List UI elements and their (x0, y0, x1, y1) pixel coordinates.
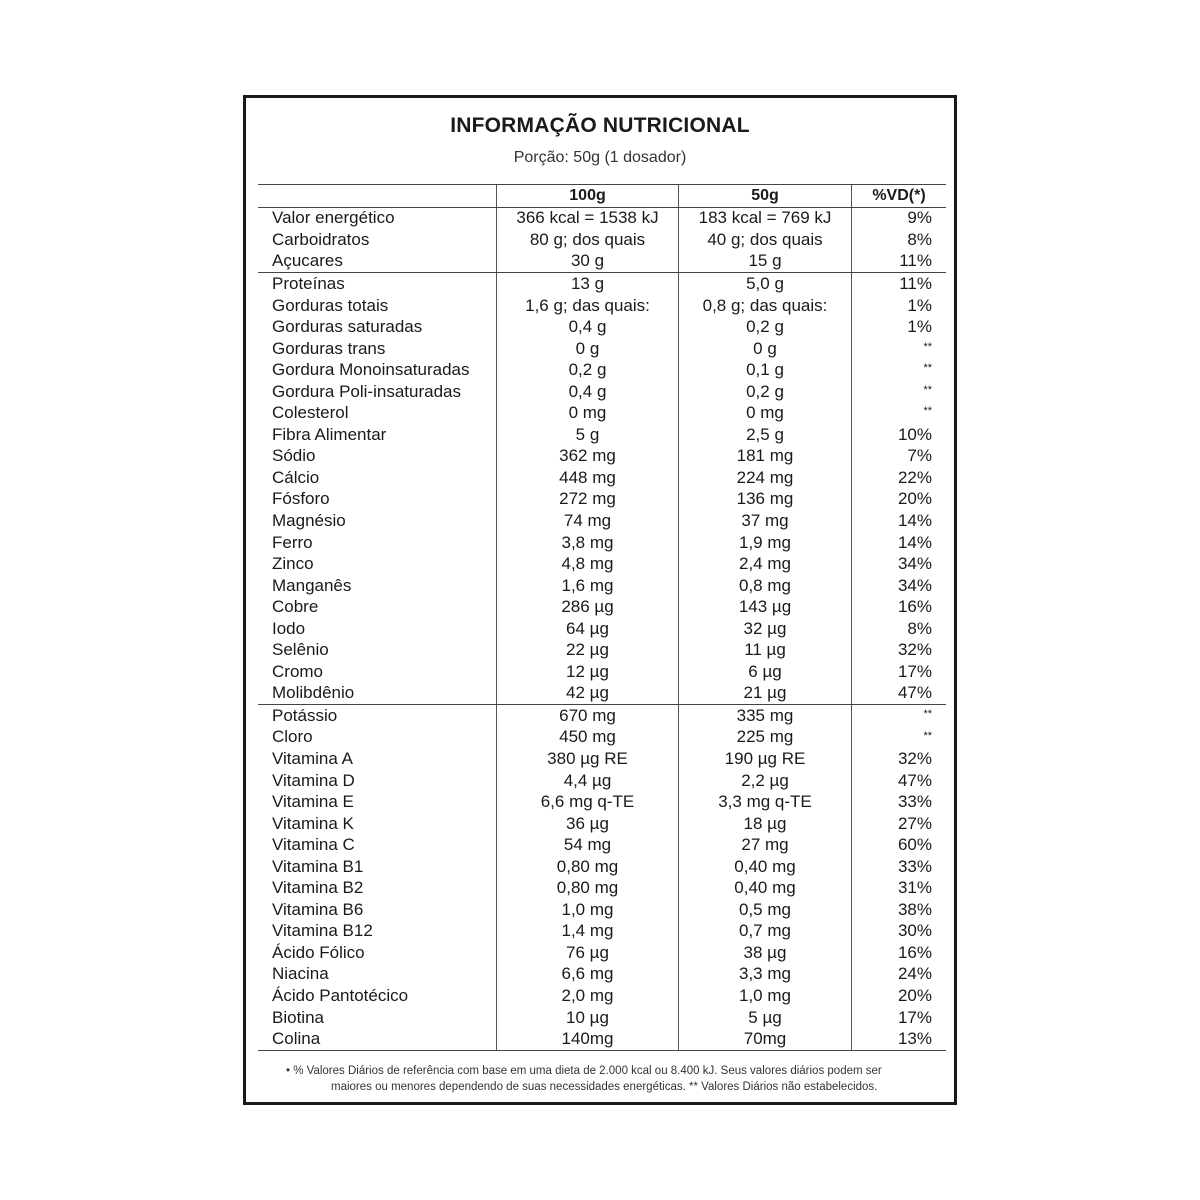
value-per-50g: 0,5 mg (678, 899, 851, 921)
daily-value: 31% (851, 878, 946, 900)
value-per-100g: 286 µg (496, 596, 678, 618)
table-row (258, 770, 946, 792)
daily-value: 20% (851, 985, 946, 1007)
value-per-50g: 5 µg (678, 1007, 851, 1029)
nutrient-name: Selênio (272, 640, 329, 660)
daily-value: 33% (851, 856, 946, 878)
table-body (258, 208, 946, 1050)
table-row (258, 532, 946, 554)
nutrient-name: Vitamina B2 (272, 878, 364, 898)
footnote-line-1: • % Valores Diários de referência com base em uma dieta de 2.000 kcal ou 8.400 kJ. Seus valores diários podem ser (286, 1065, 882, 1077)
daily-value: 9% (851, 208, 946, 230)
daily-value: 8% (851, 229, 946, 251)
value-per-50g: 15 g (678, 251, 851, 273)
value-per-100g: 2,0 mg (496, 985, 678, 1007)
value-per-50g: 0,2 g (678, 316, 851, 338)
table-row (258, 316, 946, 338)
value-per-100g: 0 g (496, 338, 678, 360)
value-per-100g: 6,6 mg (496, 964, 678, 986)
table-row (258, 446, 946, 468)
nutrient-name: Ácido Pantotécico (272, 986, 409, 1005)
daily-value: 14% (851, 532, 946, 554)
table-row (258, 272, 946, 295)
value-per-100g: 22 µg (496, 639, 678, 661)
value-per-100g: 74 mg (496, 510, 678, 532)
nutrient-name: Sódio (272, 446, 316, 466)
value-per-50g: 5,0 g (678, 273, 851, 295)
value-per-100g: 3,8 mg (496, 532, 678, 554)
label-title: INFORMAÇÃO NUTRICIONAL (450, 114, 750, 137)
value-per-50g: 37 mg (678, 510, 851, 532)
value-per-100g: 1,0 mg (496, 899, 678, 921)
table-row (258, 510, 946, 532)
table-row (258, 1028, 946, 1050)
daily-value: 27% (851, 813, 946, 835)
table-row (258, 596, 946, 618)
nutrition-label (243, 95, 957, 1105)
daily-value: ** (851, 359, 946, 381)
value-per-50g: 0,40 mg (678, 856, 851, 878)
daily-value: 7% (851, 446, 946, 468)
value-per-100g: 4,4 µg (496, 770, 678, 792)
value-per-100g: 366 kcal = 1538 kJ (496, 208, 678, 230)
nutrient-name: Vitamina E (272, 792, 354, 812)
nutrient-name: Niacina (272, 964, 329, 984)
value-per-50g: 0,2 g (678, 381, 851, 403)
table-row (258, 402, 946, 424)
daily-value: 20% (851, 489, 946, 511)
nutrient-name: Carboidratos (272, 229, 370, 249)
value-per-100g: 140mg (496, 1028, 678, 1050)
nutrient-name: Gordura Monoinsaturadas (272, 360, 470, 380)
nutrient-name: Colesterol (272, 403, 349, 423)
nutrient-name: Vitamina C (272, 835, 355, 855)
daily-value: 33% (851, 791, 946, 813)
table-row (258, 921, 946, 943)
table-row (258, 208, 946, 230)
nutrient-name: Colina (272, 1029, 321, 1049)
nutrient-name: Ferro (272, 532, 313, 552)
daily-value: ** (851, 338, 946, 360)
table-row (258, 813, 946, 835)
table-row (258, 359, 946, 381)
nutrient-name: Vitamina A (272, 748, 353, 768)
daily-value: 16% (851, 596, 946, 618)
value-per-100g: 1,6 g; das quais: (496, 295, 678, 317)
table-row (258, 639, 946, 661)
nutrient-name: Proteínas (272, 273, 345, 293)
daily-value: 13% (851, 1028, 946, 1050)
header-per-50g: 50g (678, 185, 851, 207)
table-row (258, 338, 946, 360)
nutrient-name: Vitamina B6 (272, 899, 364, 919)
value-per-100g: 54 mg (496, 834, 678, 856)
table-row (258, 899, 946, 921)
value-per-100g: 36 µg (496, 813, 678, 835)
value-per-50g: 224 mg (678, 467, 851, 489)
value-per-50g: 18 µg (678, 813, 851, 835)
table-row (258, 1007, 946, 1029)
daily-value: 17% (851, 1007, 946, 1029)
table-row (258, 704, 946, 727)
footnote-line-2: maiores ou menores dependendo de suas necessidades energéticas. ** Valores Diários não estabelecidos. (331, 1081, 878, 1093)
daily-value: 38% (851, 899, 946, 921)
nutrient-name: Valor energético (272, 208, 395, 228)
value-per-100g: 10 µg (496, 1007, 678, 1029)
value-per-50g: 2,4 mg (678, 553, 851, 575)
value-per-100g: 1,6 mg (496, 575, 678, 597)
nutrient-name: Cromo (272, 661, 324, 681)
nutrient-name: Iodo (272, 618, 306, 638)
table-row (258, 942, 946, 964)
nutrient-name: Zinco (272, 554, 314, 574)
daily-value: 1% (851, 295, 946, 317)
value-per-100g: 670 mg (496, 705, 678, 727)
value-per-100g: 0,4 g (496, 381, 678, 403)
table-row (258, 229, 946, 251)
table-row (258, 878, 946, 900)
value-per-50g: 3,3 mg q-TE (678, 791, 851, 813)
table-row (258, 683, 946, 705)
daily-value: 16% (851, 942, 946, 964)
value-per-100g: 80 g; dos quais (496, 229, 678, 251)
value-per-100g: 12 µg (496, 661, 678, 683)
value-per-50g: 32 µg (678, 618, 851, 640)
value-per-50g: 0 g (678, 338, 851, 360)
portion-size: Porção: 50g (1 dosador) (513, 149, 687, 166)
table-row (258, 661, 946, 683)
table-row (258, 424, 946, 446)
table-row (258, 295, 946, 317)
value-per-100g: 0,80 mg (496, 856, 678, 878)
daily-value: 32% (851, 639, 946, 661)
value-per-100g: 0 mg (496, 402, 678, 424)
table-row (258, 748, 946, 770)
daily-value: 47% (851, 683, 946, 705)
nutrient-name: Gorduras saturadas (272, 317, 423, 337)
value-per-50g: 183 kcal = 769 kJ (678, 208, 851, 230)
value-per-50g: 136 mg (678, 489, 851, 511)
daily-value: 11% (851, 251, 946, 273)
value-per-100g: 13 g (496, 273, 678, 295)
daily-value: 32% (851, 748, 946, 770)
table-row (258, 251, 946, 273)
table-row (258, 489, 946, 511)
value-per-50g: 0,8 g; das quais: (678, 295, 851, 317)
nutrient-name: Gordura Poli-insaturadas (272, 381, 461, 401)
value-per-50g: 0,1 g (678, 359, 851, 381)
value-per-50g: 335 mg (678, 705, 851, 727)
value-per-50g: 1,9 mg (678, 532, 851, 554)
value-per-100g: 4,8 mg (496, 553, 678, 575)
nutrient-name: Vitamina B1 (272, 856, 364, 876)
value-per-100g: 0,2 g (496, 359, 678, 381)
daily-value: 22% (851, 467, 946, 489)
value-per-50g: 225 mg (678, 727, 851, 749)
footnote (286, 1063, 926, 1095)
table-row (258, 618, 946, 640)
daily-value: 11% (851, 273, 946, 295)
table-row (258, 834, 946, 856)
table-header (258, 185, 946, 208)
value-per-100g: 30 g (496, 251, 678, 273)
daily-value: 17% (851, 661, 946, 683)
value-per-100g: 450 mg (496, 727, 678, 749)
daily-value: 1% (851, 316, 946, 338)
value-per-100g: 1,4 mg (496, 921, 678, 943)
nutrient-name: Cálcio (272, 467, 320, 487)
daily-value: 10% (851, 424, 946, 446)
table-row (258, 791, 946, 813)
daily-value: 34% (851, 575, 946, 597)
value-per-50g: 0,40 mg (678, 878, 851, 900)
nutrient-name: Açucares (272, 251, 343, 271)
value-per-100g: 272 mg (496, 489, 678, 511)
daily-value: 60% (851, 834, 946, 856)
nutrient-name: Cobre (272, 597, 319, 617)
nutrient-name: Vitamina K (272, 813, 354, 833)
value-per-100g: 5 g (496, 424, 678, 446)
table-row (258, 553, 946, 575)
daily-value: 14% (851, 510, 946, 532)
nutrient-name: Biotina (272, 1007, 324, 1027)
header-daily-value: %VD(*) (851, 185, 946, 207)
value-per-50g: 0,7 mg (678, 921, 851, 943)
daily-value: ** (851, 705, 946, 727)
nutrient-name: Fibra Alimentar (272, 424, 387, 444)
nutrient-name: Vitamina B12 (272, 921, 373, 941)
value-per-100g: 448 mg (496, 467, 678, 489)
value-per-50g: 27 mg (678, 834, 851, 856)
value-per-50g: 40 g; dos quais (678, 229, 851, 251)
nutrient-name: Ácido Fólico (272, 942, 365, 962)
nutrition-table (258, 184, 946, 1051)
value-per-50g: 0,8 mg (678, 575, 851, 597)
value-per-50g: 70mg (678, 1028, 851, 1050)
value-per-50g: 2,5 g (678, 424, 851, 446)
value-per-100g: 6,6 mg q-TE (496, 791, 678, 813)
value-per-50g: 38 µg (678, 942, 851, 964)
table-row (258, 467, 946, 489)
table-row (258, 964, 946, 986)
value-per-50g: 3,3 mg (678, 964, 851, 986)
daily-value: 8% (851, 618, 946, 640)
value-per-100g: 64 µg (496, 618, 678, 640)
value-per-50g: 2,2 µg (678, 770, 851, 792)
value-per-100g: 0,80 mg (496, 878, 678, 900)
nutrient-name: Molibdênio (272, 683, 355, 703)
value-per-50g: 1,0 mg (678, 985, 851, 1007)
daily-value: ** (851, 727, 946, 749)
nutrient-name: Potássio (272, 705, 338, 725)
table-row (258, 575, 946, 597)
nutrient-name: Magnésio (272, 510, 346, 530)
value-per-50g: 6 µg (678, 661, 851, 683)
daily-value: 30% (851, 921, 946, 943)
value-per-50g: 11 µg (678, 639, 851, 661)
daily-value: 34% (851, 553, 946, 575)
value-per-50g: 190 µg RE (678, 748, 851, 770)
nutrient-name: Manganês (272, 575, 352, 595)
nutrient-name: Vitamina D (272, 770, 355, 790)
value-per-100g: 362 mg (496, 446, 678, 468)
value-per-50g: 0 mg (678, 402, 851, 424)
daily-value: 24% (851, 964, 946, 986)
table-row (258, 381, 946, 403)
table-row (258, 727, 946, 749)
header-nutrient (258, 185, 496, 207)
daily-value: ** (851, 381, 946, 403)
nutrient-name: Gorduras trans (272, 338, 386, 358)
value-per-50g: 143 µg (678, 596, 851, 618)
table-row (258, 985, 946, 1007)
value-per-50g: 181 mg (678, 446, 851, 468)
nutrient-name: Cloro (272, 727, 313, 747)
value-per-50g: 21 µg (678, 683, 851, 705)
daily-value: 47% (851, 770, 946, 792)
value-per-100g: 380 µg RE (496, 748, 678, 770)
value-per-100g: 0,4 g (496, 316, 678, 338)
daily-value: ** (851, 402, 946, 424)
table-row (258, 856, 946, 878)
value-per-100g: 76 µg (496, 942, 678, 964)
nutrient-name: Fósforo (272, 489, 330, 509)
nutrient-name: Gorduras totais (272, 295, 389, 315)
value-per-100g: 42 µg (496, 683, 678, 705)
header-per-100g: 100g (496, 185, 678, 207)
